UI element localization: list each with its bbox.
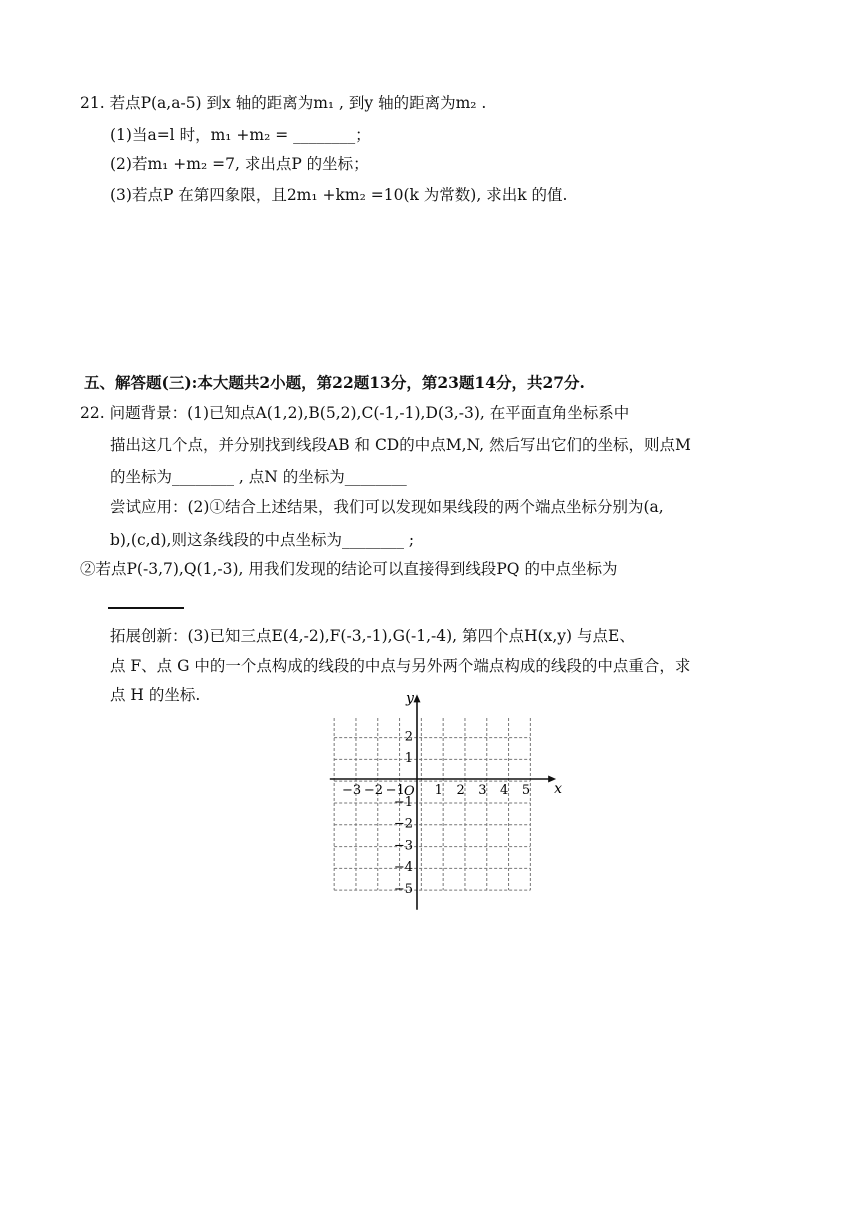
y-tick-label: 1 (404, 751, 413, 767)
x-tick-label: −1 (385, 783, 405, 798)
q22-line-2: 描出这几个点，并分别找到线段AB 和 CD的中点M,N, 然后写出它们的坐标，则点M (110, 436, 691, 454)
q22-line-8: 点 F、点 G 中的一个点构成的线段的中点与另外两个端点构成的线段的中点重合，求 (110, 657, 691, 675)
q22-line-1: 22. 问题背景：(1)已知点A(1,2),B(5,2),C(-1,-1),D(3,-3), 在平面直角坐标系中 (80, 404, 630, 422)
x-tick-label: 2 (456, 783, 465, 798)
x-tick-label: 3 (478, 783, 487, 798)
y-tick-label: −3 (393, 838, 413, 854)
q22-line-4: 尝试应用：(2)①结合上述结果，我们可以发现如果线段的两个端点坐标分别为(a, (110, 498, 664, 516)
section-5-heading: 五、解答题(三):本大题共2小题，第22题13分，第23题14分，共27分. (84, 373, 585, 392)
x-tick-label: 4 (500, 783, 509, 798)
q21-part-3: (3)若点P 在第四象限，且2m₁ +km₂ =10(k 为常数), 求出k 的值. (110, 186, 568, 204)
y-axis-arrow-icon (414, 694, 421, 702)
q22-line-6: ②若点P(-3,7),Q(1,-3), 用我们发现的结论可以直接得到线段PQ 的中点坐标为 (80, 560, 618, 578)
x-tick-label: −3 (342, 783, 362, 798)
q22-line-9: 点 H 的坐标. (110, 686, 201, 704)
y-tick-label: 2 (404, 729, 413, 745)
q21-part-1: (1)当a=l 时，m₁ +m₂ = ________； (110, 126, 371, 144)
y-tick-label: −5 (393, 882, 413, 897)
q22-line-7: 拓展创新：(3)已知三点E(4,-2),F(-3,-1),G(-1,-4), 第四个点H(x,y) 与点E、 (110, 627, 635, 645)
q21-stem: 21. 若点P(a,a-5) 到x 轴的距离为m₁ , 到y 轴的距离为m₂ . (80, 94, 487, 112)
q21-part-2: (2)若m₁ +m₂ =7, 求出点P 的坐标； (110, 155, 369, 173)
y-tick-label: −4 (393, 860, 413, 876)
q22-line-3: 的坐标为________ , 点N 的坐标为________ (110, 468, 407, 486)
q22-line-5: b),(c,d),则这条线段的中点坐标为________ ; (110, 531, 415, 549)
y-tick-label: −1 (393, 794, 413, 810)
y-axis-label: y (406, 690, 414, 707)
origin-label: O (404, 784, 415, 799)
x-tick-label: 1 (434, 783, 443, 798)
x-axis-label: x (554, 781, 563, 797)
x-tick-label: −2 (363, 783, 383, 798)
grid-lines (334, 718, 530, 890)
x-tick-label: 5 (521, 783, 531, 798)
y-tick-label: −2 (393, 816, 413, 832)
tick-labels (342, 729, 530, 897)
